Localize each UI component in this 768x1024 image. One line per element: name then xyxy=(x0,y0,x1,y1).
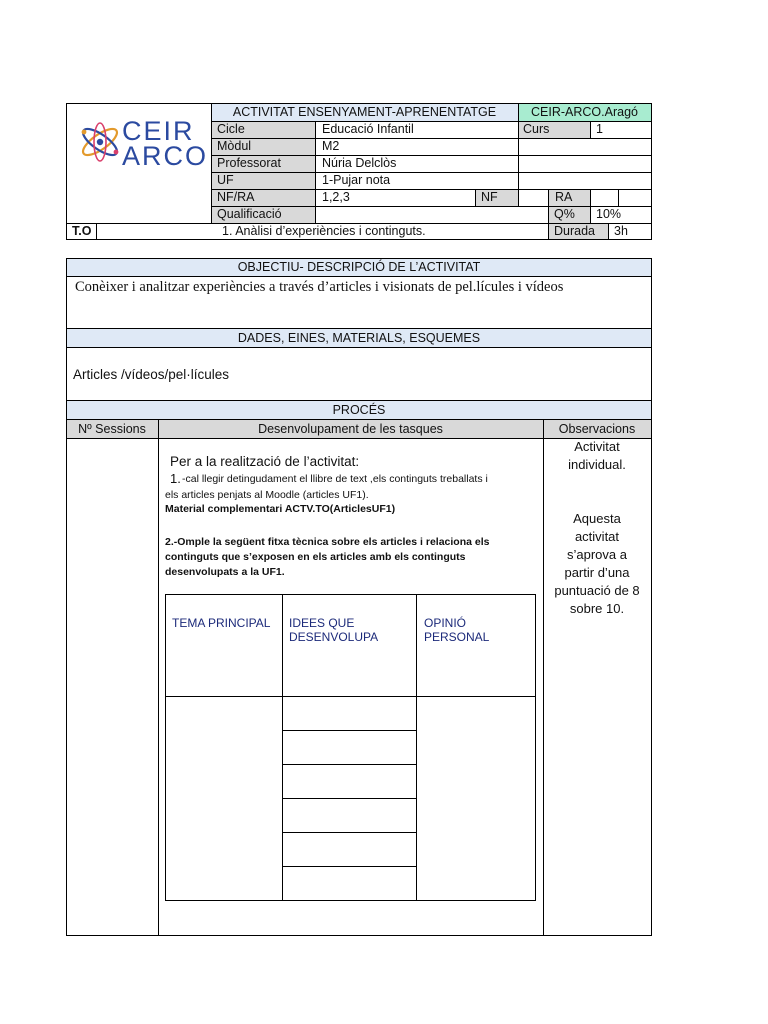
tasks-intro: Per a la realització de l’activitat: xyxy=(170,454,360,469)
step1-number: 1. xyxy=(170,471,181,486)
proces-heading: PROCÉS xyxy=(332,403,386,417)
to-value: 1. Anàlisi d’experiències i continguts. xyxy=(222,224,426,238)
col-tasques-header: Desenvolupament de les tasques xyxy=(258,422,443,436)
curs-label: Curs xyxy=(523,122,550,136)
fitxa-col-tema: TEMA PRINCIPAL xyxy=(172,616,271,630)
step2-line2: continguts que s’exposen en els articles amb els continguts xyxy=(165,551,466,563)
durada-label: Durada xyxy=(554,224,595,238)
obs-line: s’aprova a xyxy=(567,547,627,562)
atom-icon xyxy=(76,118,124,166)
nf-label: NF xyxy=(481,190,498,204)
q-label: Q% xyxy=(554,207,575,221)
step1-line2: els articles penjats al Moodle (articles UF1). xyxy=(165,489,369,501)
logo-ceir-text: CEIR xyxy=(122,116,195,146)
to-label: T.O xyxy=(72,224,92,238)
nfra-label: NF/RA xyxy=(217,190,255,204)
cicle-label: Cicle xyxy=(217,122,245,136)
step2-line3: desenvolupats a la UF1. xyxy=(165,566,285,578)
fitxa-col-opinio-line1: OPINIÓ xyxy=(424,616,467,630)
activity-title: ACTIVITAT ENSENYAMENT-APRENENTATGE xyxy=(232,105,497,119)
obs-line: puntuació de 8 xyxy=(554,583,640,598)
objectiu-heading: OBJECTIU- DESCRIPCIÓ DE L’ACTIVITAT xyxy=(237,260,481,274)
obs-line: Aquesta xyxy=(573,511,621,526)
durada-value: 3h xyxy=(614,224,628,238)
dades-heading: DADES, EINES, MATERIALS, ESQUEMES xyxy=(237,331,481,345)
dades-text: Articles /vídeos/pel·lícules xyxy=(73,367,230,382)
col-observacions-header: Observacions xyxy=(558,422,636,436)
professorat-value: Núria Delclòs xyxy=(322,156,397,170)
qualificacio-label: Qualificació xyxy=(217,207,282,221)
professorat-label: Professorat xyxy=(217,156,281,170)
cicle-value: Educació Infantil xyxy=(322,122,414,136)
material-complementari: Material complementari ACTV.TO(ArticlesUF1) xyxy=(165,503,396,515)
fitxa-col-idees-line2: DESENVOLUPA xyxy=(289,630,379,644)
center-name: CEIR-ARCO.Aragó xyxy=(531,105,638,119)
uf-value: 1-Pujar nota xyxy=(322,173,391,187)
obs-line: Activitat xyxy=(574,439,620,454)
objectiu-text: Conèixer i analitzar experiències a través d’articles i visionats de pel.lícules i vídeos xyxy=(75,279,564,295)
modul-label: Mòdul xyxy=(217,139,252,153)
nfra-value: 1,2,3 xyxy=(322,190,350,204)
logo-arco-text: ARCO xyxy=(122,141,209,171)
obs-line: sobre 10. xyxy=(569,601,625,616)
obs-line: partir d’una xyxy=(564,565,630,580)
fitxa-col-idees-line1: IDEES QUE xyxy=(289,616,355,630)
obs-line: individual. xyxy=(568,457,626,472)
fitxa-col-opinio-line2: PERSONAL xyxy=(424,630,490,644)
uf-label: UF xyxy=(217,173,234,187)
modul-value: M2 xyxy=(322,139,340,153)
q-value: 10% xyxy=(596,207,622,221)
col-sessions-header: Nº Sessions xyxy=(78,422,146,436)
ra-label: RA xyxy=(555,190,573,204)
step1-line1: -cal llegir detingudament el llibre de text ,els continguts treballats i xyxy=(182,473,488,485)
curs-value: 1 xyxy=(596,122,603,136)
obs-line: activitat xyxy=(574,529,620,544)
step2-line1: 2.-Omple la següent fitxa tècnica sobre els articles i relaciona els xyxy=(165,536,490,548)
